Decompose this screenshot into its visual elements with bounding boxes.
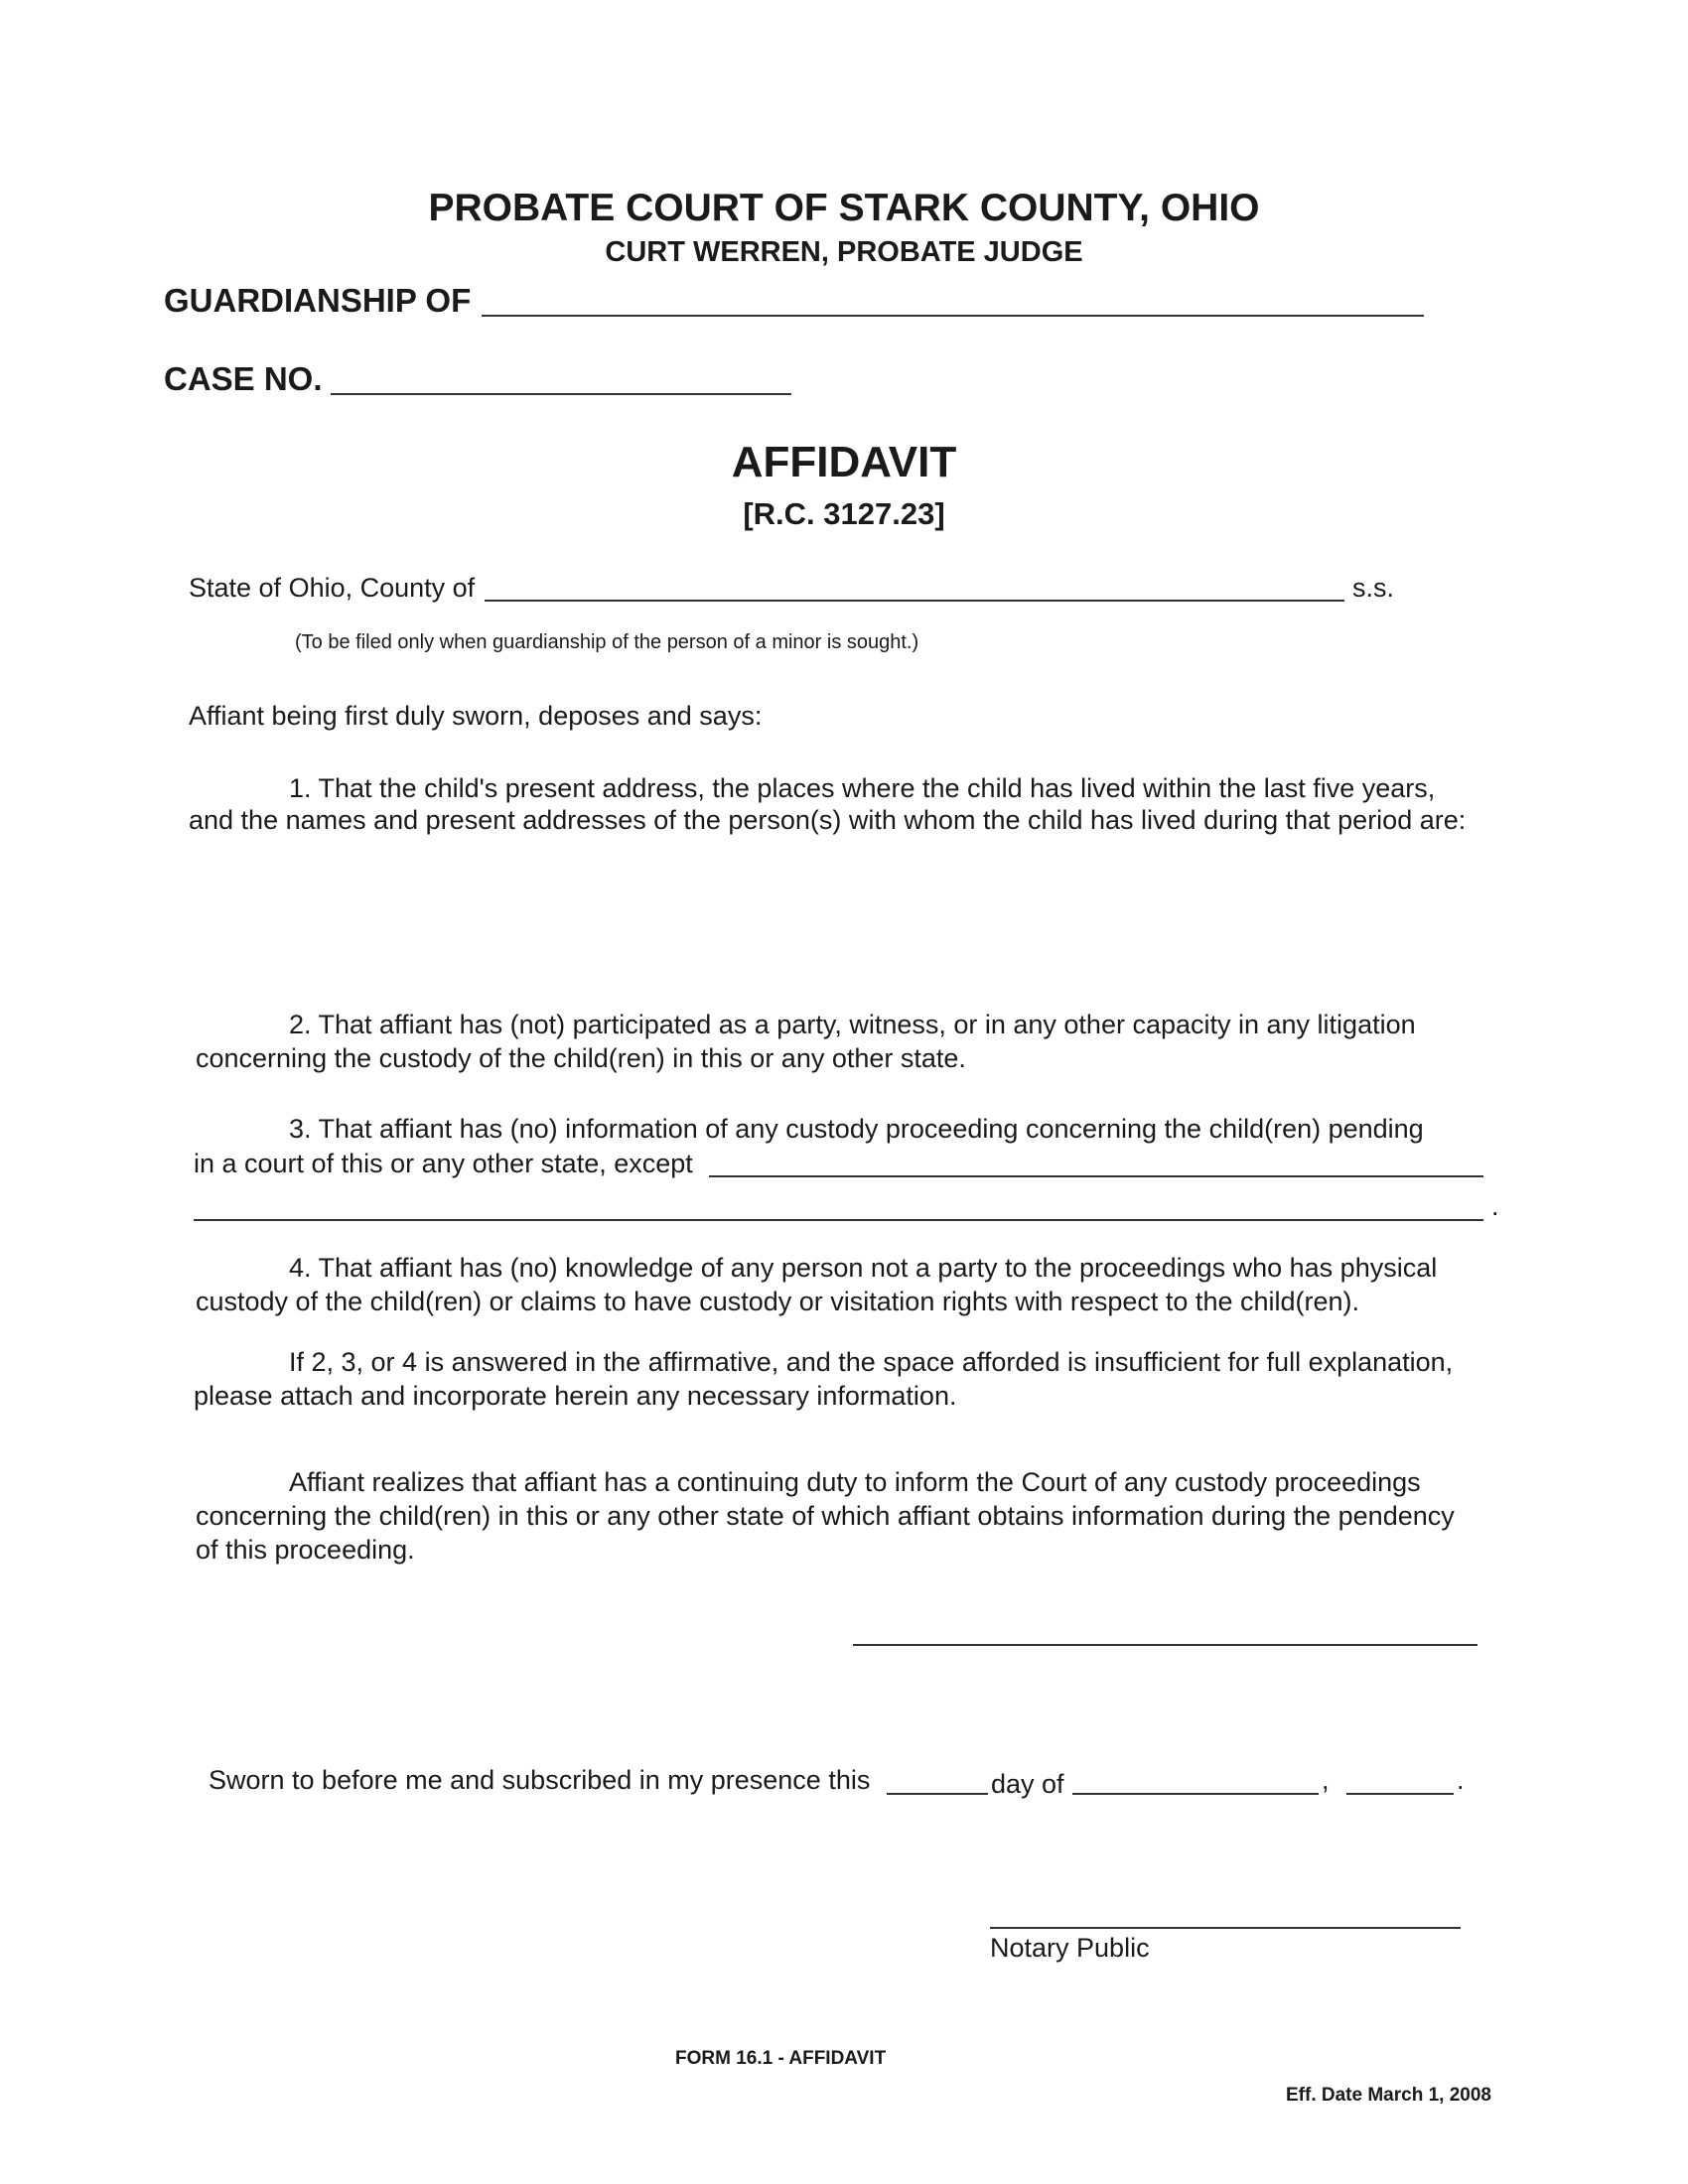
form-number: FORM 16.1 - AFFIDAVIT	[675, 2048, 887, 2069]
item-1-line-2: and the names and present addresses of the person(s) with whom the child has lived during that period are:	[189, 805, 1467, 835]
case-no-label: CASE NO.	[164, 360, 323, 397]
duty-line-1: Affiant realizes that affiant has a continuing duty to inform the Court of any custody proceedings	[289, 1467, 1421, 1497]
except-field-line-2[interactable]	[194, 1219, 1483, 1221]
effective-date: Eff. Date March 1, 2008	[1286, 2085, 1491, 2106]
case-no-field[interactable]	[331, 393, 791, 395]
duty-line-2: concerning the child(ren) in this or any other state of which affiant obtains information during the pendency	[196, 1501, 1455, 1531]
duty-line-3: of this proceeding.	[196, 1535, 415, 1565]
item-2-line-2: concerning the custody of the child(ren) in this or any other state.	[196, 1043, 966, 1073]
jurat-comma: ,	[1322, 1765, 1330, 1795]
judge-name: CURT WERREN, PROBATE JUDGE	[605, 236, 1083, 268]
affiant-signature-field[interactable]	[853, 1644, 1477, 1646]
item-1-line-1: 1. That the child's present address, the places where the child has lived within the last five years,	[289, 773, 1436, 803]
affirmative-note-line-2: please attach and incorporate herein any necessary information.	[194, 1381, 957, 1411]
statute-reference: [R.C. 3127.23]	[743, 496, 945, 531]
notary-public-label: Notary Public	[990, 1933, 1150, 1963]
guardianship-field[interactable]	[482, 315, 1424, 317]
item-3-line-2: in a court of this or any other state, except	[194, 1149, 693, 1178]
item-4-line-2: custody of the child(ren) or claims to have custody or visitation rights with respect to the child(ren).	[196, 1287, 1360, 1316]
item-3-period: .	[1491, 1191, 1499, 1221]
venue-prefix: State of Ohio, County of	[189, 573, 476, 603]
affirmative-note-line-1: If 2, 3, or 4 is answered in the affirmative, and the space afforded is insufficient for full explanation,	[289, 1347, 1454, 1377]
jurat-year-field[interactable]	[1346, 1793, 1454, 1795]
jurat-text: Sworn to before me and subscribed in my presence this	[209, 1765, 871, 1795]
item-3-line-1: 3. That affiant has (no) information of any custody proceeding concerning the child(ren) pending	[289, 1114, 1424, 1144]
jurat-day-of: day of	[991, 1769, 1064, 1799]
court-name: PROBATE COURT OF STARK COUNTY, OHIO	[428, 187, 1260, 229]
document-title: AFFIDAVIT	[731, 438, 957, 486]
item-4-line-1: 4. That affiant has (no) knowledge of any person not a party to the proceedings who has physical	[289, 1253, 1438, 1283]
item-1-answer-area[interactable]	[189, 844, 1499, 993]
filing-note: (To be filed only when guardianship of the person of a minor is sought.)	[295, 631, 919, 653]
county-field[interactable]	[485, 600, 1344, 602]
venue-suffix: s.s.	[1352, 573, 1395, 603]
jurat-month-field[interactable]	[1072, 1793, 1319, 1795]
except-field-line-1[interactable]	[709, 1175, 1483, 1177]
item-2-line-1: 2. That affiant has (not) participated as a party, witness, or in any other capacity in any litigation	[289, 1010, 1416, 1039]
jurat-day-field[interactable]	[887, 1793, 988, 1795]
guardianship-label: GUARDIANSHIP OF	[164, 282, 472, 319]
jurat-period: .	[1457, 1765, 1465, 1795]
intro-statement: Affiant being first duly sworn, deposes and says:	[189, 701, 763, 731]
notary-signature-field[interactable]	[990, 1927, 1461, 1929]
